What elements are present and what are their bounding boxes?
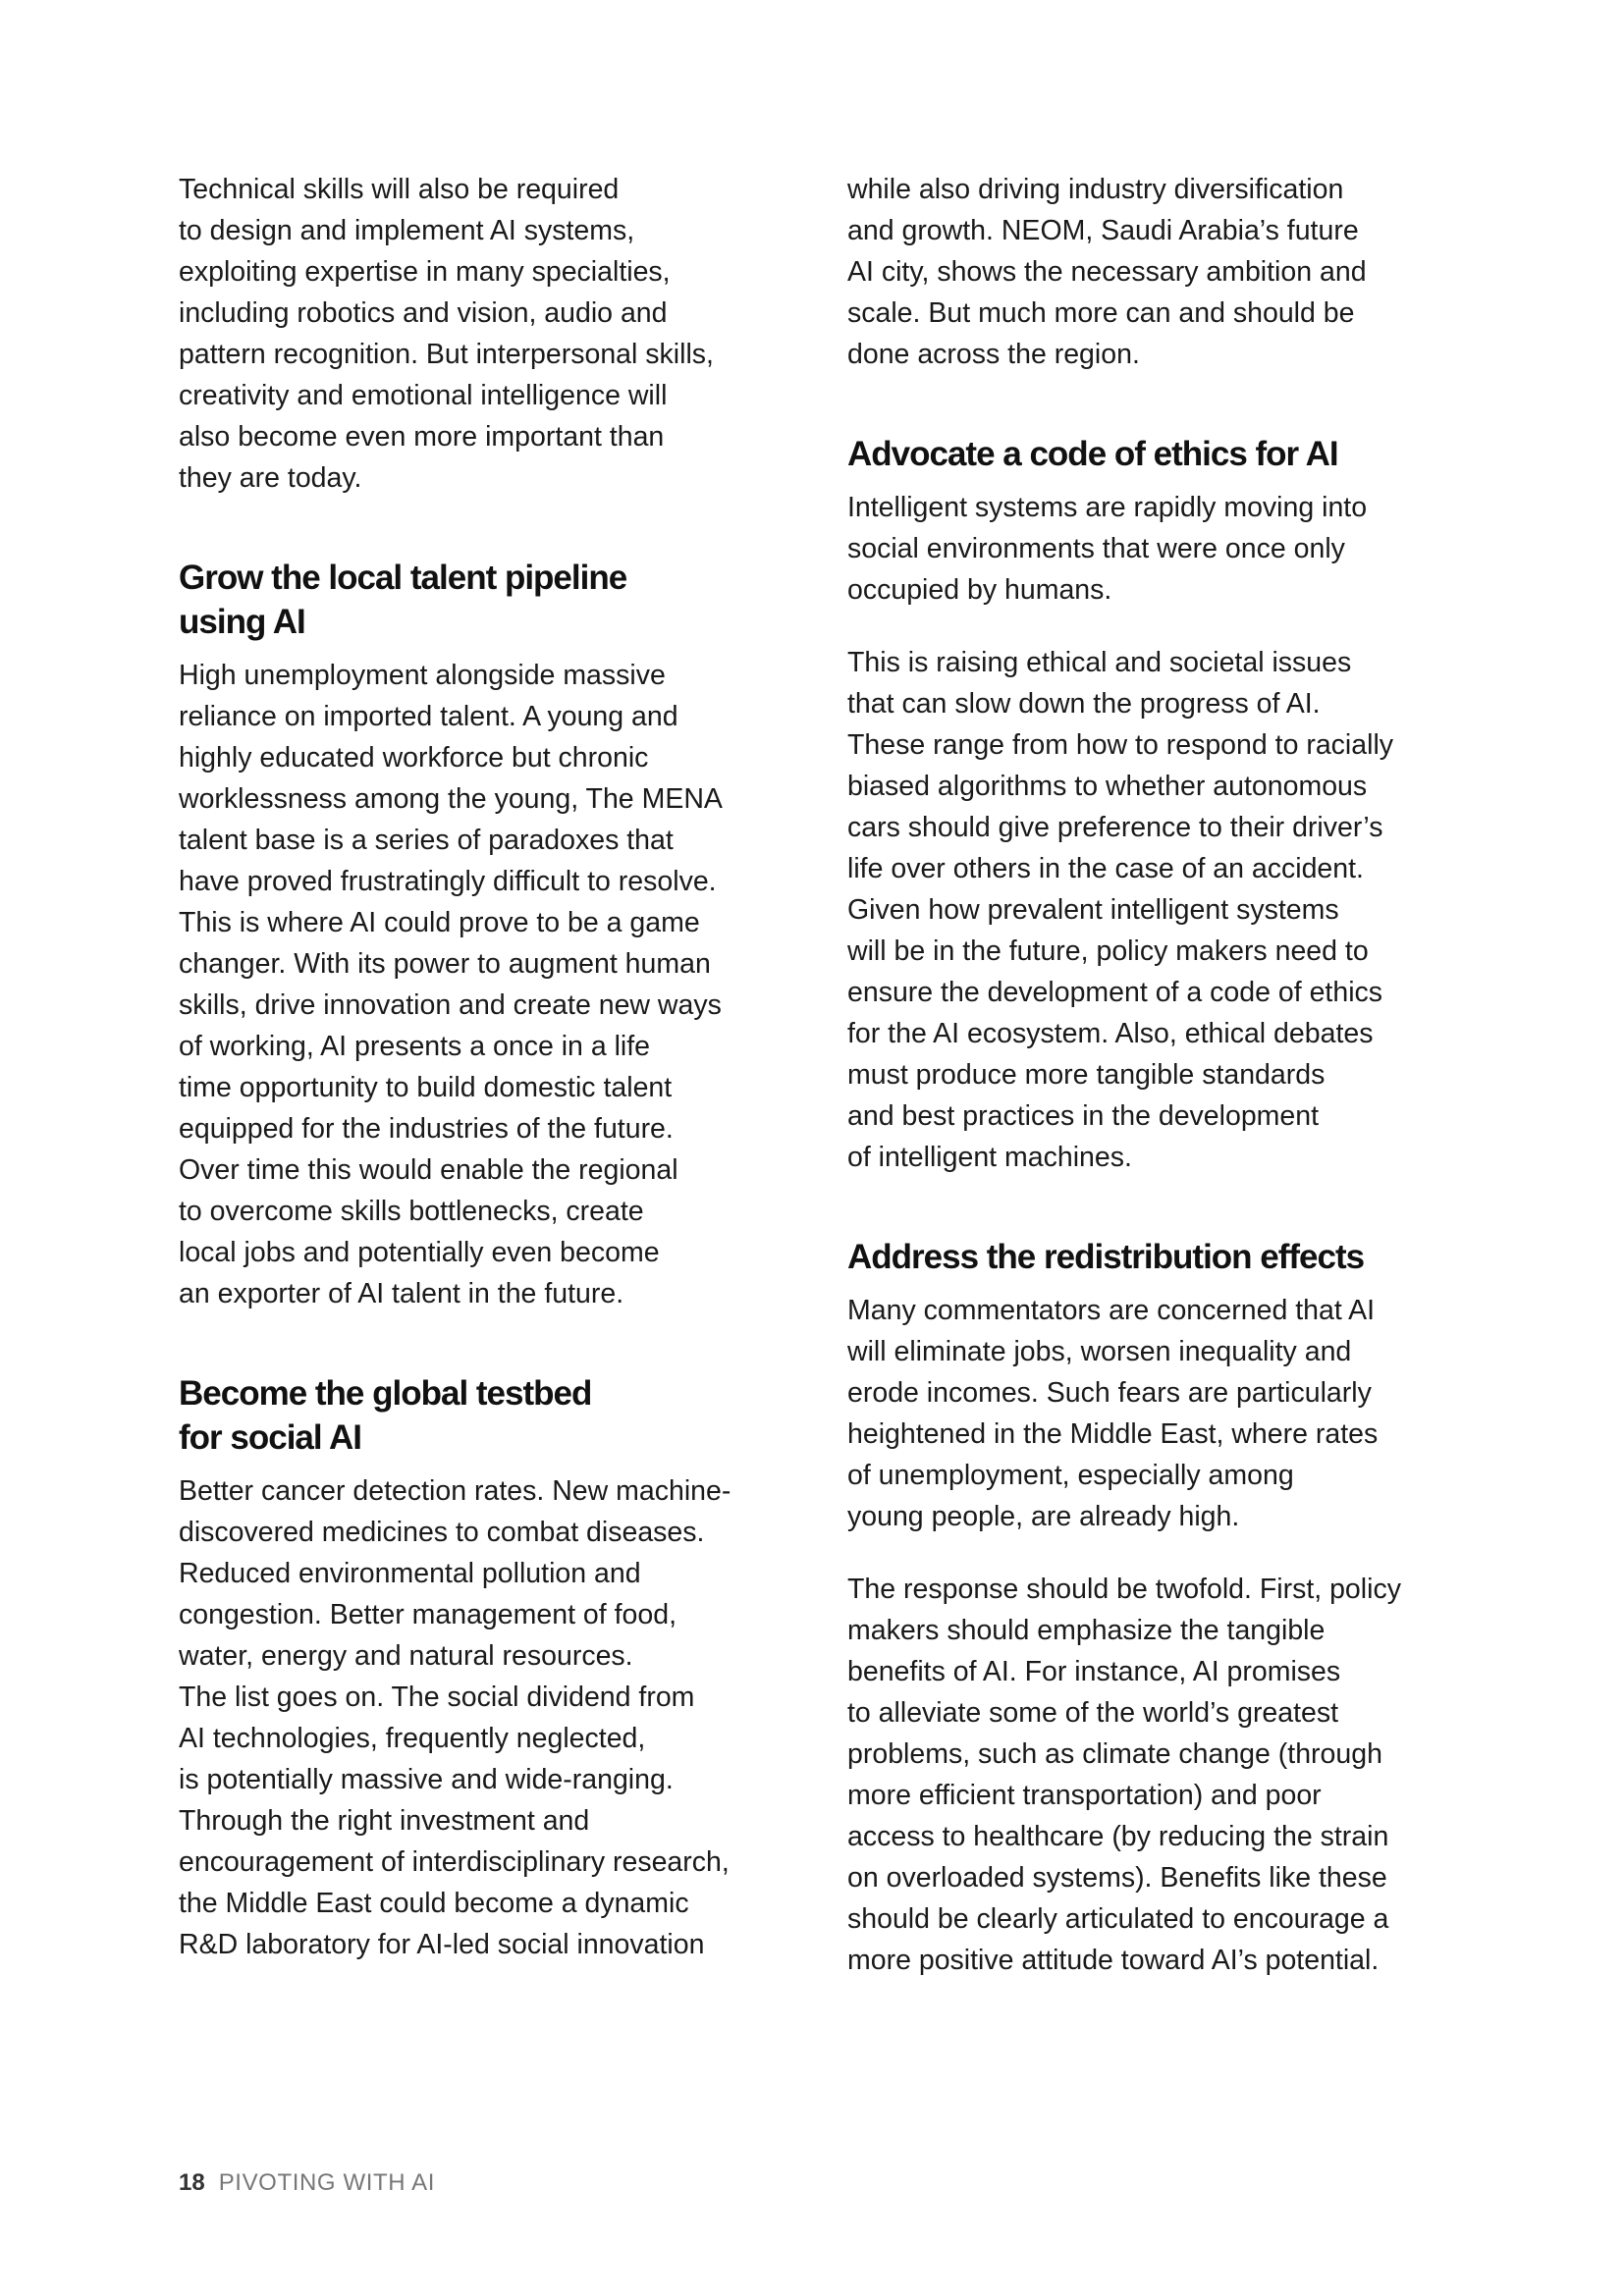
text-line: AI city, shows the necessary ambition and <box>847 256 1367 288</box>
right-column <box>847 169 1466 1981</box>
text-line: equipped for the industries of the future. <box>179 1113 674 1145</box>
ethics-paragraph-2 <box>847 642 1466 1178</box>
text-line: encouragement of interdisciplinary research, <box>179 1846 730 1878</box>
text-line: water, energy and natural resources. <box>179 1640 633 1672</box>
text-line: discovered medicines to combat diseases. <box>179 1517 705 1548</box>
text-line: to overcome skills bottlenecks, create <box>179 1196 644 1227</box>
text-line: Through the right investment and <box>179 1805 590 1837</box>
text-line: access to healthcare (by reducing the strain <box>847 1821 1389 1852</box>
text-line: of working, AI presents a once in a life <box>179 1031 651 1062</box>
text-line: Reduced environmental pollution and <box>179 1558 641 1589</box>
talent-pipeline-paragraph <box>179 655 807 1314</box>
text-line: Given how prevalent intelligent systems <box>847 894 1339 926</box>
text-line: for the AI ecosystem. Also, ethical debates <box>847 1018 1374 1049</box>
talent-pipeline-heading <box>179 556 807 644</box>
text-line: erode incomes. Such fears are particularly <box>847 1377 1372 1409</box>
text-line: for social AI <box>179 1418 362 1457</box>
text-line: Grow the local talent pipeline <box>179 559 627 597</box>
text-line: skills, drive innovation and create new ways <box>179 989 722 1021</box>
text-line: This is raising ethical and societal issues <box>847 647 1352 678</box>
text-line: time opportunity to build domestic talent <box>179 1072 673 1103</box>
text-line: will be in the future, policy makers need to <box>847 935 1369 967</box>
text-line: local jobs and potentially even become <box>179 1237 660 1268</box>
text-line: talent base is a series of paradoxes that <box>179 825 674 856</box>
page-footer <box>179 2167 435 2199</box>
text-line: cars should give preference to their driver’s <box>847 812 1383 843</box>
text-line: Intelligent systems are rapidly moving into <box>847 492 1368 523</box>
text-line: This is where AI could prove to be a game <box>179 907 700 938</box>
text-line: and growth. NEOM, Saudi Arabia’s future <box>847 215 1359 246</box>
text-line: including robotics and vision, audio and <box>179 297 668 329</box>
text-line: Over time this would enable the regional <box>179 1154 678 1186</box>
text-line: that can slow down the progress of AI. <box>847 688 1321 720</box>
text-line: they are today. <box>179 462 362 494</box>
text-line: must produce more tangible standards <box>847 1059 1326 1091</box>
text-line: life over others in the case of an accident. <box>847 853 1364 884</box>
social-ai-heading <box>179 1371 807 1460</box>
text-line: biased algorithms to whether autonomous <box>847 771 1368 802</box>
text-line: highly educated workforce but chronic <box>179 742 649 774</box>
text-line: Many commentators are concerned that AI <box>847 1295 1376 1326</box>
text-line: R&D laboratory for AI-led social innovation <box>179 1929 705 1960</box>
text-line: makers should emphasize the tangible <box>847 1615 1326 1646</box>
text-line: heightened in the Middle East, where rates <box>847 1418 1379 1450</box>
text-line: creativity and emotional intelligence will <box>179 380 668 411</box>
redistribution-heading: Address the redistribution effects <box>847 1238 1365 1276</box>
text-line: High unemployment alongside massive <box>179 660 666 691</box>
text-line: also become even more important than <box>179 421 665 453</box>
text-line: young people, are already high. <box>847 1501 1240 1532</box>
text-line: more efficient transportation) and poor <box>847 1780 1322 1811</box>
ethics-heading: Advocate a code of ethics for AI <box>847 435 1338 473</box>
text-line: more positive attitude toward AI’s potential. <box>847 1945 1380 1976</box>
text-line: occupied by humans. <box>847 574 1112 606</box>
redistribution-paragraph-1 <box>847 1290 1466 1537</box>
text-line: on overloaded systems). Benefits like these <box>847 1862 1387 1894</box>
page-number: 18 <box>179 2169 205 2196</box>
social-ai-paragraph <box>179 1470 807 1965</box>
text-line: Become the global testbed <box>179 1374 592 1413</box>
text-line: of intelligent machines. <box>847 1142 1132 1173</box>
left-column <box>179 169 807 1965</box>
text-line: using AI <box>179 603 305 641</box>
text-line: ensure the development of a code of ethics <box>847 977 1383 1008</box>
text-line: Better cancer detection rates. New machine- <box>179 1475 731 1507</box>
text-line: while also driving industry diversification <box>847 174 1344 205</box>
text-line: social environments that were once only <box>847 533 1345 564</box>
text-line: and best practices in the development <box>847 1100 1320 1132</box>
text-line: of unemployment, especially among <box>847 1460 1294 1491</box>
text-line: The list goes on. The social dividend from <box>179 1682 695 1713</box>
text-line: scale. But much more can and should be <box>847 297 1355 329</box>
text-line: changer. With its power to augment human <box>179 948 711 980</box>
text-line: congestion. Better management of food, <box>179 1599 677 1630</box>
text-line: exploiting expertise in many specialties, <box>179 256 671 288</box>
continued-paragraph <box>847 169 1466 375</box>
text-line: should be clearly articulated to encourage a <box>847 1903 1389 1935</box>
publication-title: PIVOTING WITH AI <box>218 2169 435 2196</box>
text-line: to alleviate some of the world’s greatest <box>847 1697 1339 1729</box>
text-line: the Middle East could become a dynamic <box>179 1888 689 1919</box>
text-line: is potentially massive and wide-ranging. <box>179 1764 674 1795</box>
text-line: benefits of AI. For instance, AI promises <box>847 1656 1341 1687</box>
ethics-paragraph-1 <box>847 487 1466 611</box>
text-line: problems, such as climate change (through <box>847 1738 1382 1770</box>
text-line: reliance on imported talent. A young and <box>179 701 678 732</box>
text-line: These range from how to respond to racially <box>847 729 1394 761</box>
text-line: have proved frustratingly difficult to resolve. <box>179 866 717 897</box>
text-line: will eliminate jobs, worsen inequality and <box>847 1336 1352 1367</box>
text-line: to design and implement AI systems, <box>179 215 635 246</box>
text-line: worklessness among the young, The MENA <box>179 783 723 815</box>
redistribution-paragraph-2 <box>847 1569 1466 1981</box>
text-line: Technical skills will also be required <box>179 174 620 205</box>
intro-paragraph <box>179 169 807 499</box>
text-line: done across the region. <box>847 339 1140 370</box>
text-line: AI technologies, frequently neglected, <box>179 1723 646 1754</box>
text-line: an exporter of AI talent in the future. <box>179 1278 624 1309</box>
text-line: pattern recognition. But interpersonal skills, <box>179 339 714 370</box>
text-line: The response should be twofold. First, policy <box>847 1574 1401 1605</box>
